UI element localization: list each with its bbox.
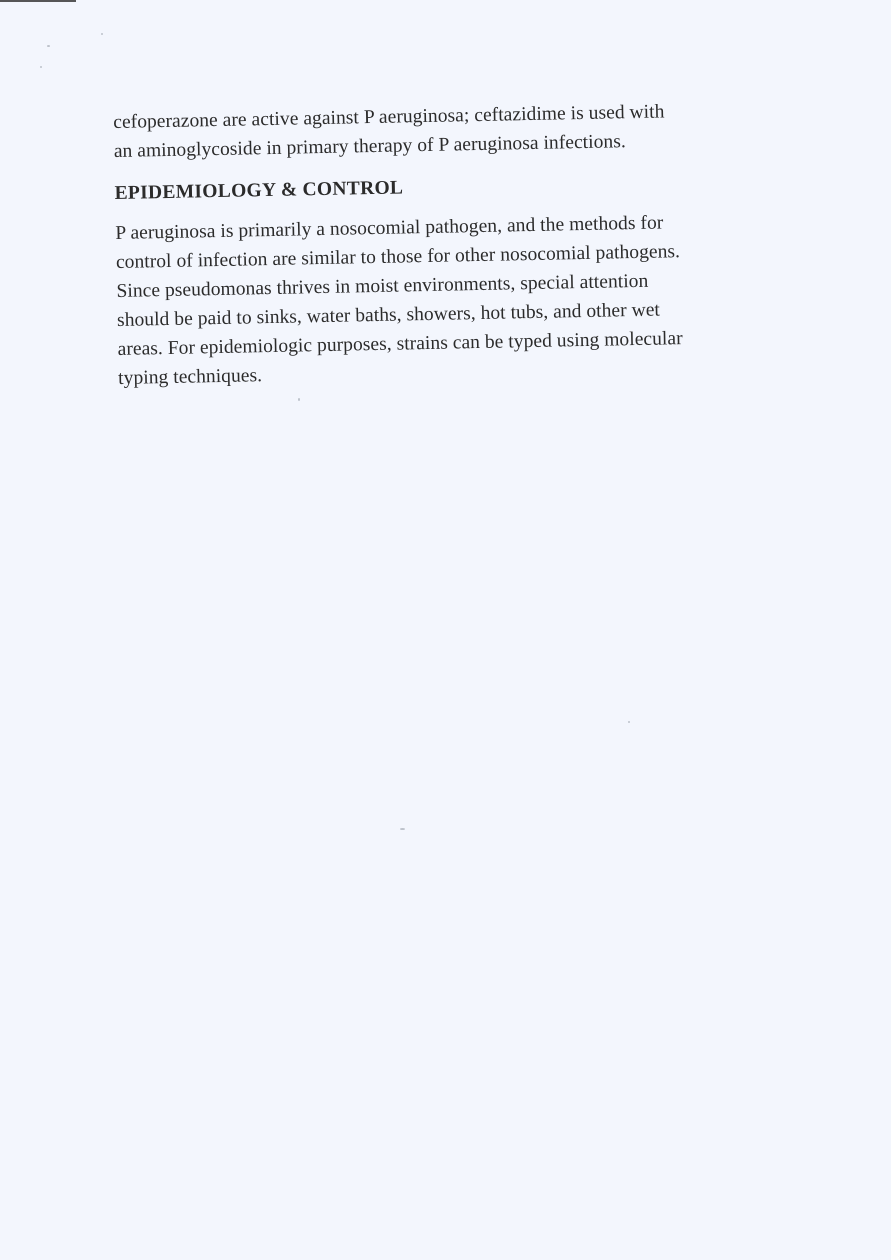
scan-speck	[40, 66, 42, 68]
text-line: should be paid to sinks, water baths, showers, hot tubs, and other wet	[116, 299, 661, 331]
text-line: typing techniques.	[117, 365, 263, 389]
text-line: an aminoglycoside in primary therapy of P aeruginosa infections.	[113, 131, 626, 162]
text-line: Since pseudomonas thrives in moist environments, special attention	[116, 270, 649, 302]
section-heading: EPIDEMIOLOGY & CONTROL	[114, 177, 404, 204]
scan-speck	[628, 721, 630, 723]
scan-speck	[400, 828, 405, 830]
text-line: cefoperazone are active against P aeruginosa; ceftazidime is used with	[113, 101, 665, 133]
text-line: control of infection are similar to those for other nosocomial pathogens.	[115, 241, 681, 273]
section-paragraph	[115, 207, 730, 393]
intro-paragraph	[113, 96, 726, 166]
document-body	[113, 96, 730, 393]
text-line: P aeruginosa is primarily a nosocomial pathogen, and the methods for	[115, 212, 664, 244]
scan-speck	[101, 33, 103, 35]
scan-edge-mark	[0, 0, 76, 2]
text-line: areas. For epidemiologic purposes, strains can be typed using molecular	[117, 328, 683, 360]
scan-speck	[298, 398, 300, 401]
scan-speck	[47, 45, 50, 47]
